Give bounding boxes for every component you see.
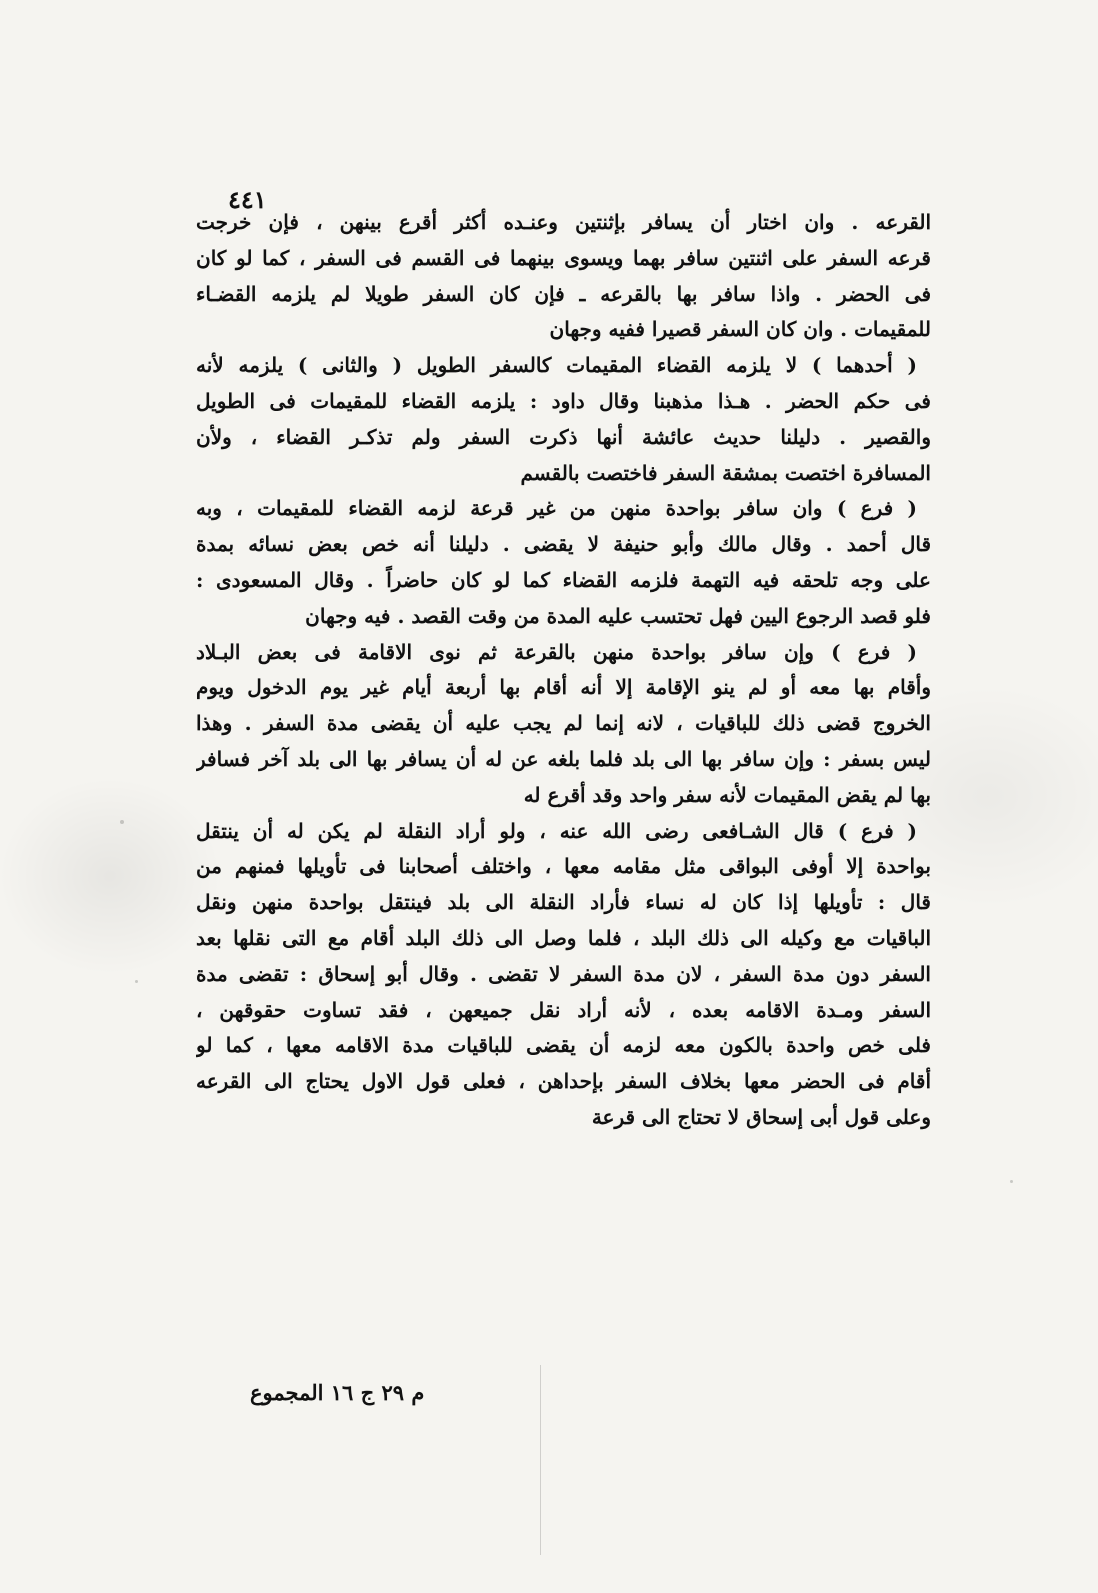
text-line: ليس بسفر : وإن سافر بها الى بلد فلما بلغه عن له أن يسافر بها الى بلد آخر فسافر — [196, 746, 931, 771]
text-line: ( فرع ) وان سافر بواحدة منهن من غير قرعة لزمه القضاء للمقيمات ، وبه — [196, 496, 917, 521]
text-line: وأقام بها معه أو لم ينو الإقامة إلا أنه أقام بها أربعة أيام غير يوم الدخول ويوم — [196, 675, 931, 700]
text-line: ( فرع ) قال الشـافعى رضى الله عنه ، ولو أراد النقلة لم يكن له أن ينتقل — [196, 818, 917, 843]
text-line: فلو قصد الرجوع اليين فهل تحتسب عليه المدة من وقت القصد . فيه وجهان — [305, 603, 931, 628]
text-line: قرعه السفر على اثنتين سافر بهما ويسوى بينهما فى القسم فى السفر ، كما لو كان — [196, 245, 931, 270]
text-line: السفر ومـدة الاقامه بعده ، لأنه أراد نقل جميعهن ، فقد تساوت حقوقهن ، — [196, 997, 931, 1022]
text-line: للمقيمات . وان كان السفر قصيرا ففيه وجهان — [549, 317, 931, 342]
text-line: ( فرع ) وإن سافر بواحدة منهن بالقرعة ثم نوى الاقامة فى بعض البـلاد — [196, 639, 917, 664]
scan-speck — [1010, 1180, 1013, 1183]
text-line: بواحدة إلا أوفى البواقى مثل مقامه معها ، واختلف أصحابنا فى تأويلها فمنهم من — [196, 854, 931, 879]
text-line: أقام فى الحضر معها بخلاف السفر بإحداهن ، فعلى قول الاول يحتاج الى القرعه — [196, 1069, 931, 1094]
page-number: ٤٤١ — [228, 185, 267, 214]
text-line: بها لم يقض المقيمات لأنه سفر واحد وقد أقرع له — [523, 782, 931, 807]
scan-speck — [120, 820, 124, 824]
footer-signature: م ٢٩ ج ١٦ المجموع — [250, 1380, 425, 1405]
body-text — [196, 205, 931, 1136]
text-line: المسافرة اختصت بمشقة السفر فاختصت بالقسم — [520, 460, 931, 485]
text-line: السفر دون مدة السفر ، لان مدة السفر لا تقضى . وقال أبو إسحاق : تقضى مدة — [196, 961, 931, 986]
text-line: قال أحمد . وقال مالك وأبو حنيفة لا يقضى . دليلنا أنه خص بعض نسائه بمدة — [196, 532, 931, 557]
page-fold-line — [540, 1365, 541, 1555]
text-line: فلى خص واحدة بالكون معه لزمه أن يقضى للباقيات مدة الاقامه معها ، كما لو — [196, 1033, 931, 1058]
scan-speck — [135, 980, 138, 983]
text-line: الخروج قضى ذلك للباقيات ، لانه إنما لم يجب عليه أن يقضى مدة السفر . وهذا — [196, 711, 931, 736]
text-line: القرعه . وان اختار أن يسافر بإثنتين وعنـده أكثر أقرع بينهن ، فإن خرجت — [196, 210, 931, 234]
text-line: قال : تأويلها إذا كان له نساء فأراد النقلة الى بلد فينتقل بواحدة منهن ونقل — [196, 890, 931, 915]
text-line: ( أحدهما ) لا يلزمه القضاء المقيمات كالسفر الطويل ( والثانى ) يلزمه لأنه — [196, 353, 917, 378]
text-line: على وجه تلحقه فيه التهمة فلزمه القضاء كما لو كان حاضراً . وقال المسعودى : — [196, 567, 931, 592]
text-line: فى حكم الحضر . هـذا مذهبنا وقال داود : يلزمه القضاء للمقيمات فى الطويل — [196, 388, 931, 413]
text-line: فى الحضر . واذا سافر بها بالقرعه ـ فإن كان السفر طويلا لم يلزمه القضـاء — [196, 281, 931, 306]
text-line: الباقيات مع وكيله الى ذلك البلد ، فلما وصل الى ذلك البلد أقام مع التى نقلها بعد — [196, 925, 931, 950]
text-line: والقصير . دليلنا حديث عائشة أنها ذكرت السفر ولم تذكـر القضاء ، ولأن — [196, 424, 931, 449]
text-line: وعلى قول أبى إسحاق لا تحتاج الى قرعة — [591, 1104, 931, 1129]
